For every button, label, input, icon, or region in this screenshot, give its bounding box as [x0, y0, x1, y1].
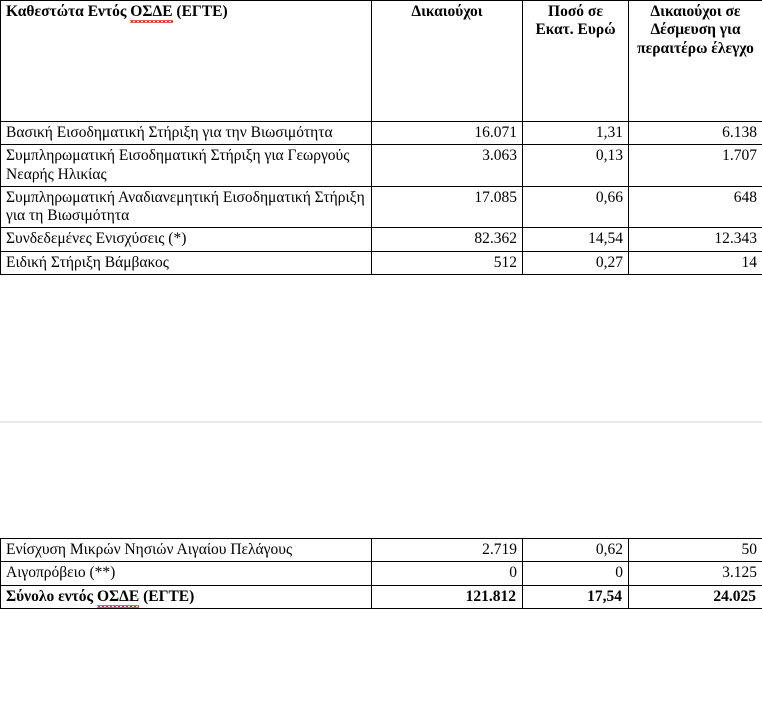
- row-pending: 6.138: [629, 122, 762, 145]
- page-gap-lower: [0, 423, 762, 538]
- row-amount: 0,62: [523, 538, 629, 561]
- row-pending: 50: [629, 538, 762, 561]
- table-row: [1, 186, 762, 228]
- row-amount: 0,66: [523, 186, 629, 228]
- row-pending: 14: [629, 251, 762, 274]
- table-header-row: [1, 1, 762, 122]
- table-row: [1, 145, 762, 187]
- table-row: [1, 562, 762, 585]
- row-beneficiaries: 17.085: [372, 186, 523, 228]
- row-pending: 648: [629, 186, 762, 228]
- header-cell-amount: Ποσό σε Εκατ. Ευρώ: [523, 1, 629, 122]
- row-pending: 12.343: [629, 228, 762, 251]
- table-row: [1, 122, 762, 145]
- total-label: [1, 585, 372, 608]
- table-row: [1, 251, 762, 274]
- row-label: Συμπληρωματική Αναδιανεμητική Εισοδηματική Στήριξη για τη Βιωσιμότητα: [1, 186, 372, 228]
- total-pending: 24.025: [629, 585, 762, 608]
- row-pending: 3.125: [629, 562, 762, 585]
- row-label: Συμπληρωματική Εισοδηματική Στήριξη για Γεωργούς Νεαρής Ηλικίας: [1, 145, 372, 187]
- header-cell-pending: Δικαιούχοι σε Δέσμευση για περαιτέρω έλεγχο: [629, 1, 762, 122]
- row-amount: 14,54: [523, 228, 629, 251]
- total-beneficiaries: 121.812: [372, 585, 523, 608]
- row-label: Βασική Εισοδηματική Στήριξη για την Βιωσιμότητα: [1, 122, 372, 145]
- row-beneficiaries: 16.071: [372, 122, 523, 145]
- total-label-part1: Σύνολο εντός: [6, 587, 97, 605]
- page-gap-upper: [0, 275, 762, 421]
- row-label: Αιγοπρόβειο (**): [1, 562, 372, 585]
- total-amount: 17,54: [523, 585, 629, 608]
- row-label: Ενίσχυση Μικρών Νησιών Αιγαίου Πελάγους: [1, 538, 372, 561]
- table-row: [1, 538, 762, 561]
- header-cell-scheme: [1, 1, 372, 122]
- table-lower: [0, 538, 762, 609]
- table-row: [1, 228, 762, 251]
- row-beneficiaries: 0: [372, 562, 523, 585]
- total-label-osde: ΟΣΔΕ: [96, 587, 140, 605]
- total-label-part2: (ΕΓΤΕ): [139, 587, 195, 605]
- table-total-row: [1, 585, 762, 608]
- row-label: Συνδεδεμένες Ενισχύσεις (*): [1, 228, 372, 251]
- header-cell-beneficiaries: Δικαιούχοι: [372, 1, 523, 122]
- row-amount: 1,31: [523, 122, 629, 145]
- row-amount: 0,13: [523, 145, 629, 187]
- row-beneficiaries: 3.063: [372, 145, 523, 187]
- row-amount: 0,27: [523, 251, 629, 274]
- row-beneficiaries: 2.719: [372, 538, 523, 561]
- header-label-scheme-part2: (ΕΓΤΕ): [172, 3, 228, 20]
- table-upper: [0, 0, 762, 275]
- row-beneficiaries: 82.362: [372, 228, 523, 251]
- header-label-scheme-part1: Καθεστώτα Εντός: [6, 3, 131, 20]
- header-label-osde: ΟΣΔΕ: [130, 3, 173, 20]
- row-beneficiaries: 512: [372, 251, 523, 274]
- row-pending: 1.707: [629, 145, 762, 187]
- row-amount: 0: [523, 562, 629, 585]
- row-label: Ειδική Στήριξη Βάμβακος: [1, 251, 372, 274]
